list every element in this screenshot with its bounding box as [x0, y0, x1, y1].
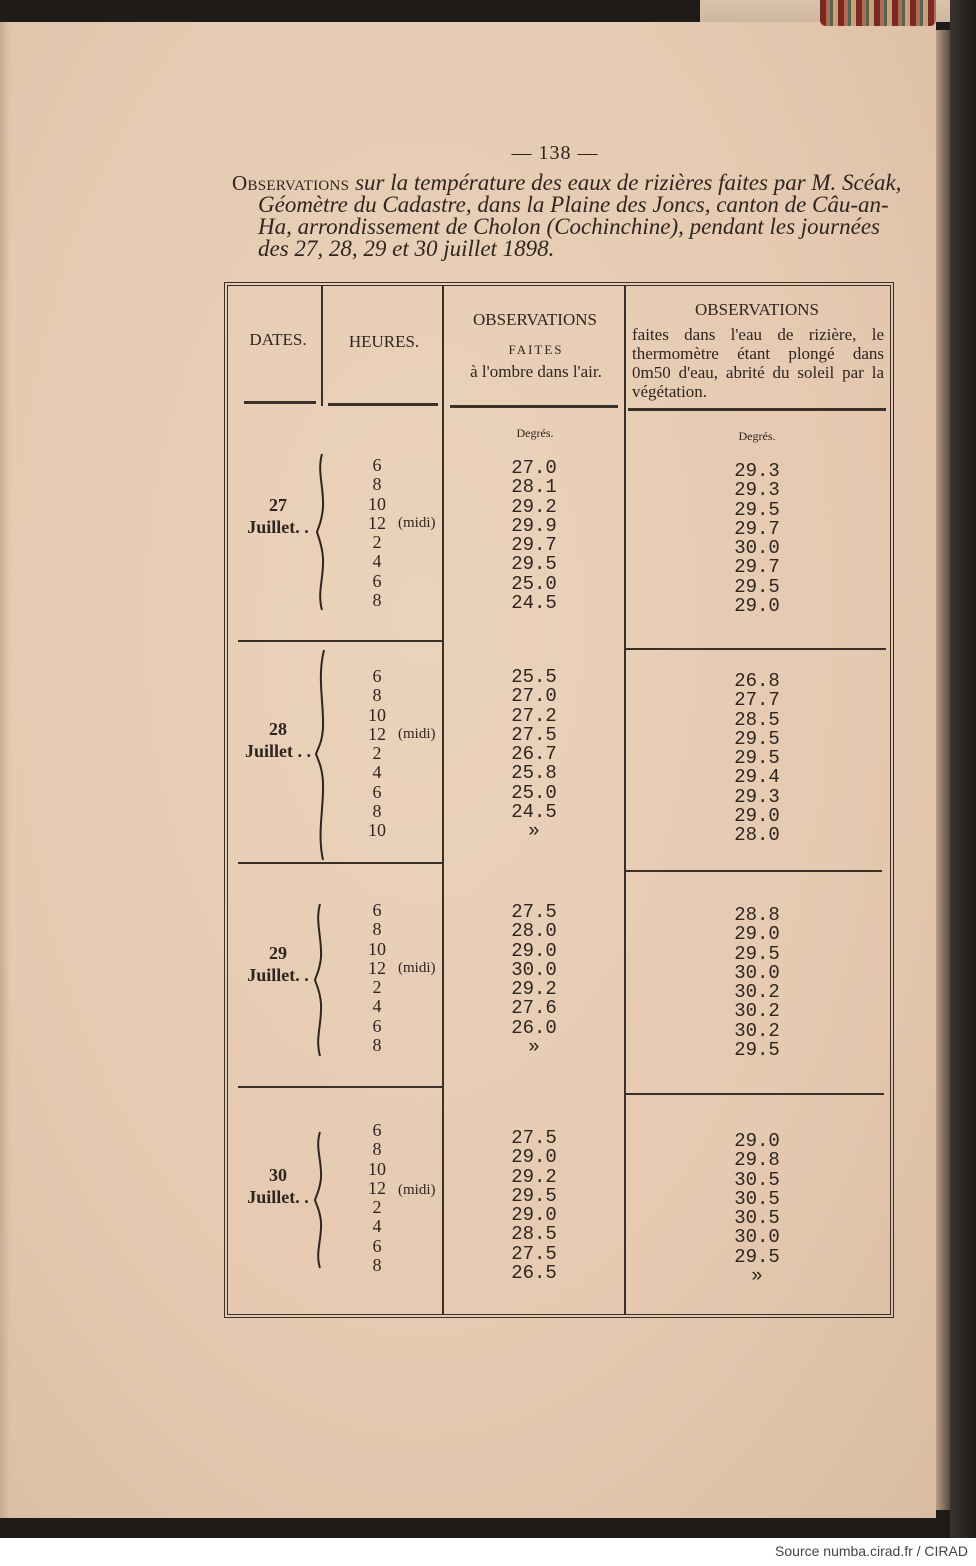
hour-cell: 10: [368, 820, 386, 841]
header-rule-heures: [328, 403, 438, 406]
water-cell: 29.0: [734, 595, 780, 618]
air-cell: 25.0: [511, 781, 557, 804]
hour-cell: 6: [372, 900, 382, 920]
water-cell: 29.8: [734, 1149, 780, 1172]
air-cell: 24.5: [511, 801, 557, 824]
hour-cell: 12: [368, 1177, 386, 1198]
hour-cell: 8: [372, 801, 382, 822]
air-cell: 26.5: [511, 1262, 557, 1285]
water-cell: 29.0: [734, 1130, 780, 1152]
air-values-30: [448, 1129, 620, 1283]
air-cell: 25.5: [511, 666, 557, 688]
air-cell: 27.6: [511, 997, 557, 1020]
water-cell: 30.5: [734, 1207, 780, 1230]
brace-icon: [312, 902, 326, 1058]
water-cell: 29.5: [734, 942, 780, 965]
brace-icon: [314, 452, 328, 612]
date-day: 30: [269, 1165, 287, 1185]
hour-cell: 12: [368, 723, 386, 744]
air-cell: »: [528, 820, 540, 843]
hour-cell: 6: [372, 455, 382, 475]
water-values-28: [630, 672, 884, 846]
air-cell: 27.5: [511, 901, 557, 923]
air-cell: 29.0: [511, 1204, 557, 1227]
air-cell: 29.2: [511, 978, 557, 1001]
water-cell: 30.0: [734, 537, 780, 560]
hour-cell: 6: [372, 1120, 382, 1140]
date-label-29: [236, 942, 320, 986]
hour-cell: 2: [372, 977, 382, 998]
group-separator-1: [238, 640, 444, 642]
water-cell: 29.7: [734, 517, 780, 540]
group-separator-1b: [626, 648, 886, 650]
water-cell: 29.5: [734, 1245, 780, 1268]
header-air-sub: FAITES: [508, 342, 564, 357]
water-cell: 29.0: [734, 923, 780, 946]
header-air-desc: à l'ombre dans l'air.: [470, 362, 602, 381]
midi-note: (midi): [398, 515, 436, 531]
hour-cell: 6: [372, 1015, 382, 1036]
date-label-27: [236, 494, 320, 538]
air-cell: 30.0: [511, 958, 557, 981]
date-month: Juillet. .: [247, 517, 309, 537]
water-cell: 30.2: [734, 981, 780, 1004]
water-cell: 29.3: [734, 460, 780, 482]
hour-cell: 6: [372, 666, 382, 686]
hour-cell: 10: [368, 938, 386, 959]
air-cell: 28.0: [511, 920, 557, 943]
hour-cell: 8: [372, 919, 382, 940]
air-cell: 27.5: [511, 1242, 557, 1265]
hour-cell: 12: [368, 957, 386, 978]
hour-cell: 4: [372, 996, 382, 1017]
water-cell: 26.8: [734, 670, 780, 692]
air-cell: 24.5: [511, 592, 557, 615]
hour-cell: 8: [372, 1035, 382, 1056]
air-values-28: [448, 668, 620, 842]
air-cell: 27.0: [511, 457, 557, 479]
hours-group-29: [362, 900, 436, 1056]
air-values-27: [448, 459, 620, 613]
water-cell: 30.5: [734, 1187, 780, 1210]
water-cell: 29.0: [734, 805, 780, 828]
water-cell: 29.3: [734, 785, 780, 808]
hour-cell: 2: [372, 1197, 382, 1218]
hour-cell: 4: [372, 551, 382, 572]
air-values-29: [448, 903, 620, 1057]
water-cell: 28.0: [734, 824, 780, 847]
water-cell: 28.5: [734, 708, 780, 731]
air-cell: 27.0: [511, 685, 557, 708]
air-cell: 28.5: [511, 1223, 557, 1246]
hour-cell: 6: [372, 570, 382, 591]
hour-cell: 4: [372, 1216, 382, 1237]
water-cell: 29.5: [734, 1039, 780, 1062]
water-cell: 29.5: [734, 575, 780, 598]
midi-note: (midi): [398, 1182, 436, 1198]
hour-cell: 10: [368, 704, 386, 725]
air-cell: 29.5: [511, 553, 557, 576]
group-separator-2b: [626, 870, 882, 872]
caption-lead: Observations: [232, 171, 350, 195]
date-label-28: [236, 718, 320, 762]
water-values-30: [630, 1132, 884, 1286]
column-divider-3: [624, 286, 626, 1314]
hours-group-28: [362, 666, 436, 841]
header-heures: HEURES.: [348, 332, 420, 351]
water-cell: 29.3: [734, 479, 780, 502]
date-day: 29: [269, 943, 287, 963]
water-cell: 30.0: [734, 961, 780, 984]
air-cell: 29.5: [511, 1184, 557, 1207]
air-cell: 27.5: [511, 1127, 557, 1149]
header-water-title: OBSERVATIONS: [695, 300, 819, 319]
air-cell: 29.2: [511, 1165, 557, 1188]
column-divider-2: [442, 286, 444, 1314]
air-cell: 27.2: [511, 704, 557, 727]
source-credit: Source numba.cirad.fr / CIRAD: [775, 1543, 968, 1559]
hours-group-30: [362, 1120, 436, 1276]
air-cell: 28.1: [511, 476, 557, 499]
header-air-title: OBSERVATIONS: [473, 310, 597, 329]
caption-text: sur la température des eaux de rizières faites par M. Scéak, Géomètre du Cadastre, dans la Plaine des Joncs, canton de Câu-an-Ha, arrondissement de Cholon (Cochinchine), pendant les journées des 27, 28, 29 et 30 juillet 1898.: [258, 170, 902, 261]
water-values-27: [630, 462, 884, 616]
book-cover-edge: [950, 0, 976, 1538]
page-number: — 138 —: [511, 142, 599, 164]
header-water-desc: faites dans l'eau de rizière, le thermomètre étant plongé dans 0m50 d'eau, abrité du soleil par la végétation.: [632, 325, 884, 401]
air-cell: »: [528, 1036, 540, 1059]
midi-note: (midi): [398, 960, 436, 976]
air-cell: 27.5: [511, 723, 557, 746]
water-cell: 29.5: [734, 498, 780, 521]
column-divider-1: [321, 286, 323, 406]
water-cell: 29.5: [734, 727, 780, 750]
hour-cell: 10: [368, 1158, 386, 1179]
water-cell: 27.7: [734, 689, 780, 712]
air-cell: 26.0: [511, 1016, 557, 1039]
water-cell: 28.8: [734, 904, 780, 926]
water-values-29: [630, 906, 884, 1060]
air-cell: 29.2: [511, 495, 557, 518]
date-month: Juillet . .: [245, 741, 311, 761]
group-separator-2: [238, 862, 444, 864]
date-label-30: [236, 1164, 320, 1208]
hour-cell: 10: [368, 493, 386, 514]
date-month: Juillet. .: [247, 965, 309, 985]
water-cell: 30.0: [734, 1226, 780, 1249]
header-rule-water: [628, 408, 886, 411]
hours-group-27: [362, 455, 436, 611]
brace-icon: [312, 1130, 326, 1270]
unit-water: Degrés.: [738, 429, 776, 443]
water-cell: »: [751, 1265, 763, 1288]
water-cell: 29.7: [734, 556, 780, 579]
air-cell: 29.0: [511, 939, 557, 962]
air-cell: 29.9: [511, 514, 557, 537]
air-cell: 26.7: [511, 743, 557, 766]
water-cell: 29.4: [734, 766, 780, 789]
page-edge-shadow: [936, 30, 950, 1510]
hour-cell: 2: [372, 532, 382, 553]
hour-cell: 2: [372, 743, 382, 764]
header-rule-air: [450, 405, 618, 408]
hour-cell: 8: [372, 685, 382, 706]
water-cell: 30.5: [734, 1168, 780, 1191]
hour-cell: 4: [372, 762, 382, 783]
air-cell: 25.0: [511, 572, 557, 595]
hour-cell: 8: [372, 1255, 382, 1276]
caption-block: [232, 172, 902, 260]
hour-cell: 12: [368, 512, 386, 533]
header-rule-dates: [244, 401, 316, 404]
water-cell: 30.2: [734, 1019, 780, 1042]
table-caption: [232, 172, 902, 260]
air-cell: 25.8: [511, 762, 557, 785]
bookmark-ribbon: [820, 0, 936, 26]
hour-cell: 8: [372, 474, 382, 495]
midi-note: (midi): [398, 726, 436, 742]
hour-cell: 6: [372, 1235, 382, 1256]
hour-cell: 8: [372, 1139, 382, 1160]
date-day: 27: [269, 495, 287, 515]
date-day: 28: [269, 719, 287, 739]
page-gutter-shadow: [0, 22, 10, 1518]
hour-cell: 6: [372, 781, 382, 802]
air-cell: 29.7: [511, 534, 557, 557]
date-month: Juillet. .: [247, 1187, 309, 1207]
air-cell: 29.0: [511, 1146, 557, 1169]
hour-cell: 8: [372, 590, 382, 611]
water-cell: 30.2: [734, 1000, 780, 1023]
group-separator-3: [238, 1086, 444, 1088]
water-cell: 29.5: [734, 747, 780, 770]
group-separator-3b: [626, 1093, 884, 1095]
header-dates: DATES.: [249, 330, 307, 349]
unit-air: Degrés.: [516, 426, 554, 440]
brace-icon: [314, 648, 328, 862]
